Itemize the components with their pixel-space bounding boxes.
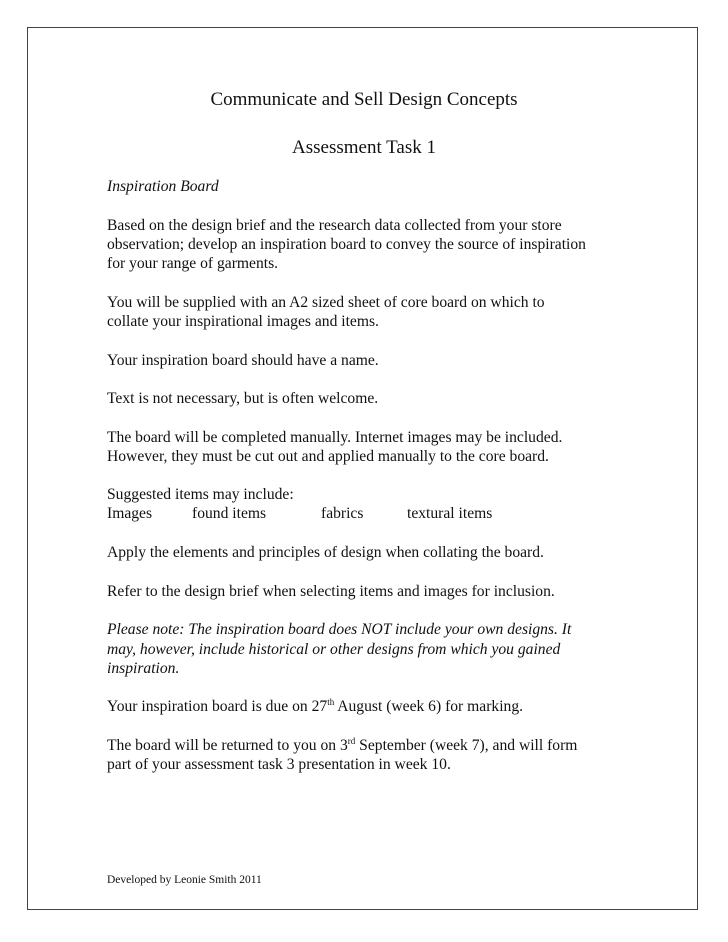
paragraph-line: for your range of garments. (107, 255, 279, 272)
return-line (107, 736, 627, 756)
suggested-items-list (107, 504, 627, 524)
page-border (27, 27, 698, 910)
paragraph-refer: Refer to the design brief when selecting items and images for inclusion. (107, 583, 555, 600)
suggested-item: Images (107, 505, 153, 522)
paragraph-line: collate your inspirational images and items. (107, 313, 379, 330)
due-date-paragraph (107, 697, 627, 717)
paragraph-line: You will be supplied with an A2 sized sheet of core board on which to (107, 294, 545, 311)
document-title: Communicate and Sell Design Concepts (210, 89, 518, 110)
due-text-start: Your inspiration board is due on 27 (107, 698, 328, 715)
return-line: part of your assessment task 3 presentation in week 10. (107, 756, 451, 773)
paragraph-line: The board will be completed manually. Internet images may be included. (107, 429, 563, 446)
suggested-item: fabrics (321, 505, 364, 522)
suggested-item: textural items (407, 505, 493, 522)
footer-credit: Developed by Leonie Smith 2011 (107, 874, 262, 886)
return-ordinal-suffix: rd (347, 735, 356, 746)
paragraph-line: Based on the design brief and the research data collected from your store (107, 217, 562, 234)
section-heading: Inspiration Board (107, 178, 219, 195)
paragraph-name: Your inspiration board should have a name. (107, 352, 379, 369)
due-text-end: August (week 6) for marking. (334, 698, 524, 715)
paragraph-line: However, they must be cut out and applied manually to the core board. (107, 448, 549, 465)
return-text-start: The board will be returned to you on 3 (107, 737, 348, 754)
suggested-items-intro: Suggested items may include: (107, 486, 294, 503)
paragraph-line: observation; develop an inspiration board to convey the source of inspiration (107, 236, 586, 253)
suggested-item: found items (192, 505, 267, 522)
note-line: Please note: The inspiration board does NOT include your own designs. It (107, 621, 572, 638)
note-line: may, however, include historical or other designs from which you gained (107, 641, 561, 658)
return-text-end: September (week 7), and will form (355, 737, 578, 754)
paragraph-principles: Apply the elements and principles of design when collating the board. (107, 544, 544, 561)
paragraph-text: Text is not necessary, but is often welcome. (107, 390, 379, 407)
note-line: inspiration. (107, 660, 180, 677)
document-subtitle: Assessment Task 1 (292, 137, 436, 158)
due-ordinal-suffix: th (327, 696, 335, 707)
